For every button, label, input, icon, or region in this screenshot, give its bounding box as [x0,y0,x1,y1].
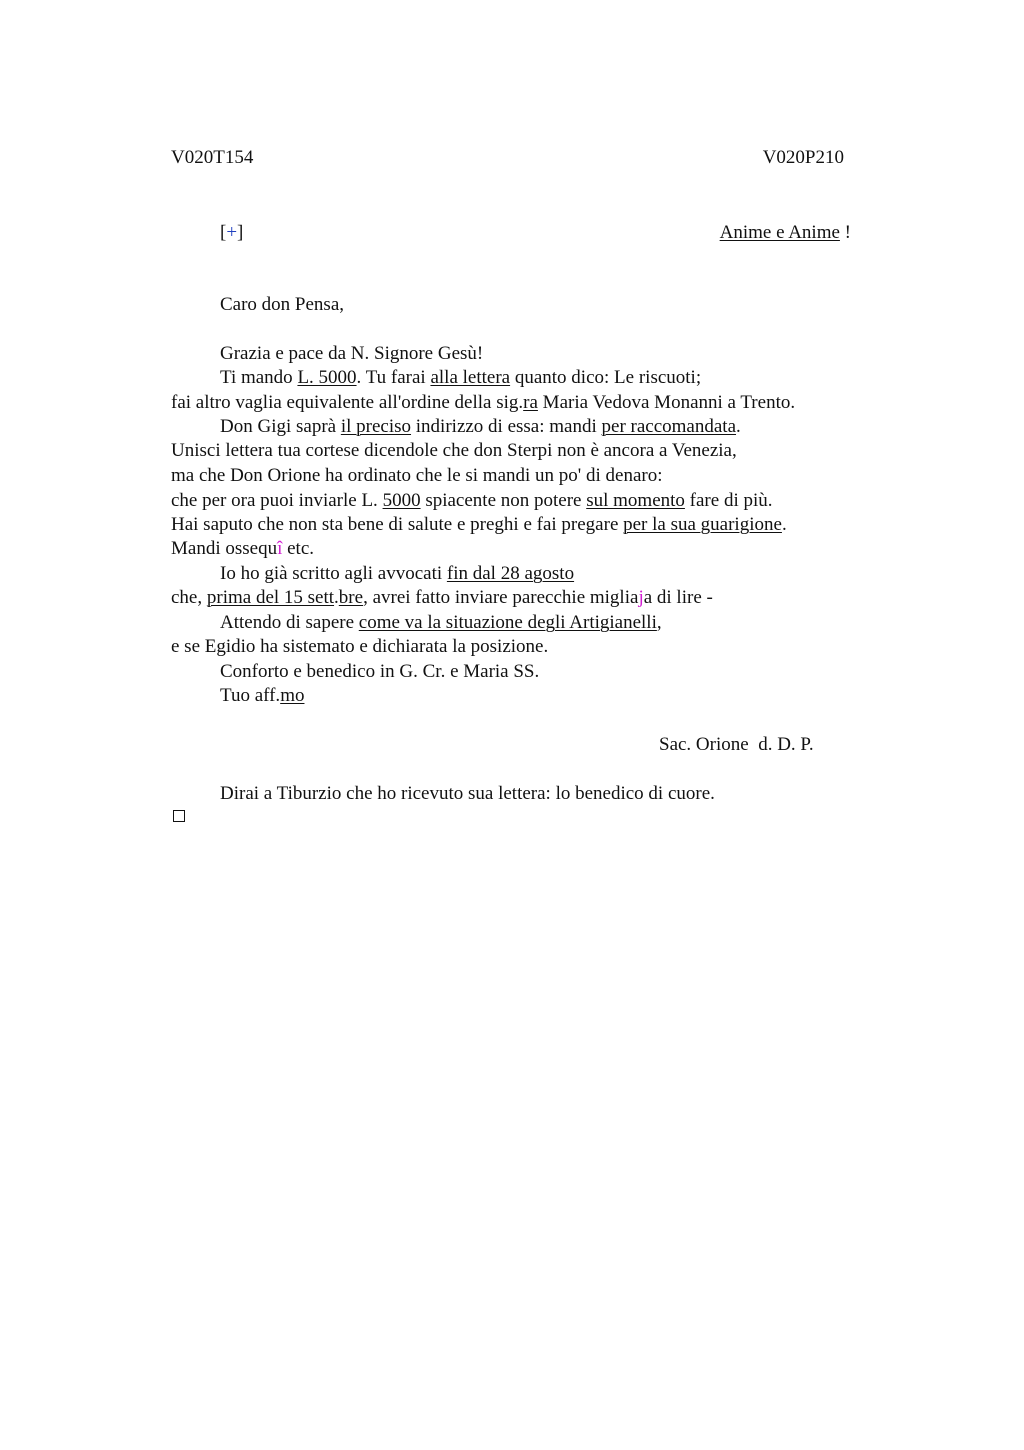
underlined-run: per la sua guarigione [623,514,782,535]
text-run: . [334,587,339,608]
text-run: . [736,416,741,437]
motto [720,222,851,244]
cross-marker [220,222,243,244]
underlined-run: mo [280,685,305,706]
text-run: che per ora puoi inviarle L. [171,490,383,511]
greeting-line: Grazia e pace da N. Signore Gesù! [220,343,484,364]
letter-line [171,514,787,536]
text-run: Ti mando [220,367,298,388]
text-run: Tuo aff. [220,685,281,706]
letter-line [171,490,773,512]
text-run: indirizzo di essa: mandi [411,416,602,437]
end-box-icon [173,810,185,822]
document-code-left: V020T154 [171,147,254,168]
editorial-mark: j [638,587,644,608]
letter-line [220,367,701,389]
editorial-mark: î [277,538,283,559]
underlined-run: sul momento [586,490,685,511]
underlined-run: 5000 [382,490,421,511]
text-run: . [781,514,787,535]
underlined-run: per raccomandata [601,416,737,437]
document-code-right: V020P210 [762,147,844,168]
text-run: fare di più. [684,490,773,511]
letter-line: Conforto e benedico in G. Cr. e Maria SS. [220,661,540,682]
underlined-run: il preciso [340,416,412,437]
underlined-run: fin dal 28 agosto [446,563,575,584]
text-run: Attendo di sapere [220,612,359,633]
underlined-run: come va la situazione degli Artigianelli [358,612,657,633]
text-run: etc. [282,538,315,559]
text-run: spiacente non potere [420,490,587,511]
cross-bracket-open: [ [220,222,227,243]
text-run: Maria Vedova Monanni a Trento. [537,392,796,413]
text-run: Hai saputo che non sta bene di salute e preghi e fai pregare [171,514,624,535]
text-run: quanto dico: Le riscuoti; [510,367,702,388]
underlined-run: L. 5000 [297,367,357,388]
motto-suffix: ! [839,222,851,243]
text-run: . Tu farai [356,367,431,388]
letter-line: Unisci lettera tua cortese dicendole che don Sterpi non è ancora a Venezia, [171,440,737,461]
closing-line [220,685,304,707]
motto-text: Anime e Anime [719,222,840,243]
letter-line: e se Egidio ha sistemato e dichiarata la posizione. [171,636,549,657]
salutation: Caro don Pensa, [220,294,345,315]
text-run: Mandi ossequ [171,538,278,559]
letter-line [171,392,795,414]
underlined-run: ra [523,392,538,413]
text-run: che, [171,587,207,608]
underlined-run: bre [338,587,364,608]
postscript: Dirai a Tiburzio che ho ricevuto sua lettera: lo benedico di cuore. [220,783,715,804]
text-run: , avrei fatto inviare parecchie miglia [363,587,639,608]
letter-line [220,416,741,438]
text-run: fai altro vaglia equivalente all'ordine della sig. [171,392,524,413]
letter-line [220,612,662,634]
text-run: Io ho già scritto agli avvocati [220,563,447,584]
cross-bracket-close: ] [237,222,244,243]
cross-icon: + [226,222,238,243]
letter-line: ma che Don Orione ha ordinato che le si mandi un po' di denaro: [171,465,663,486]
underlined-run: alla lettera [430,367,511,388]
text-run: , [656,612,662,633]
signature: Sac. Orione d. D. P. [659,734,814,755]
text-run: Don Gigi saprà [220,416,341,437]
text-run: a di lire - [643,587,713,608]
letter-line [220,563,574,585]
letter-line [171,587,713,609]
letter-line [171,538,314,560]
underlined-run: prima del 15 sett [206,587,335,608]
